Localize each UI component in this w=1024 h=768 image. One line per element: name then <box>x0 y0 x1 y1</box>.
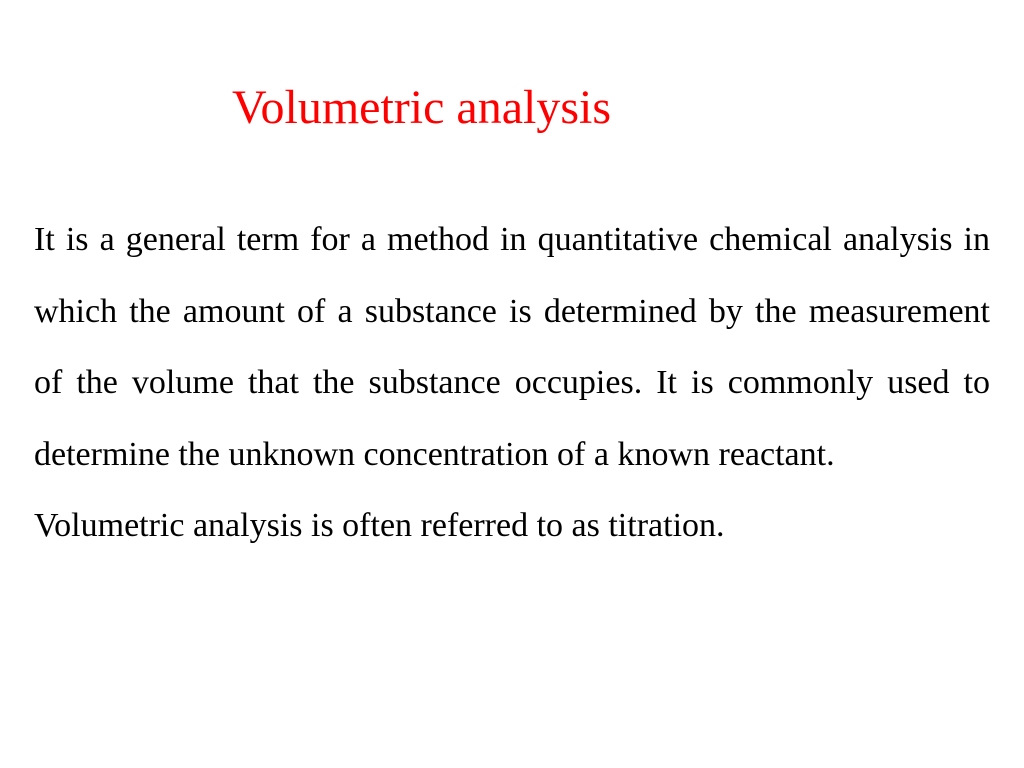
slide-body <box>34 204 990 562</box>
slide-title: Volumetric analysis <box>232 81 612 134</box>
definition-paragraph: It is a general term for a method in quantitative chemical analysis in which the amount of a substance is determined by the measurement of the volume that the substance occupies. It is commonly used to determine the unknown concentration of a known reactant. <box>34 221 990 473</box>
titration-note-paragraph: Volumetric analysis is often referred to as titration. <box>34 507 725 544</box>
